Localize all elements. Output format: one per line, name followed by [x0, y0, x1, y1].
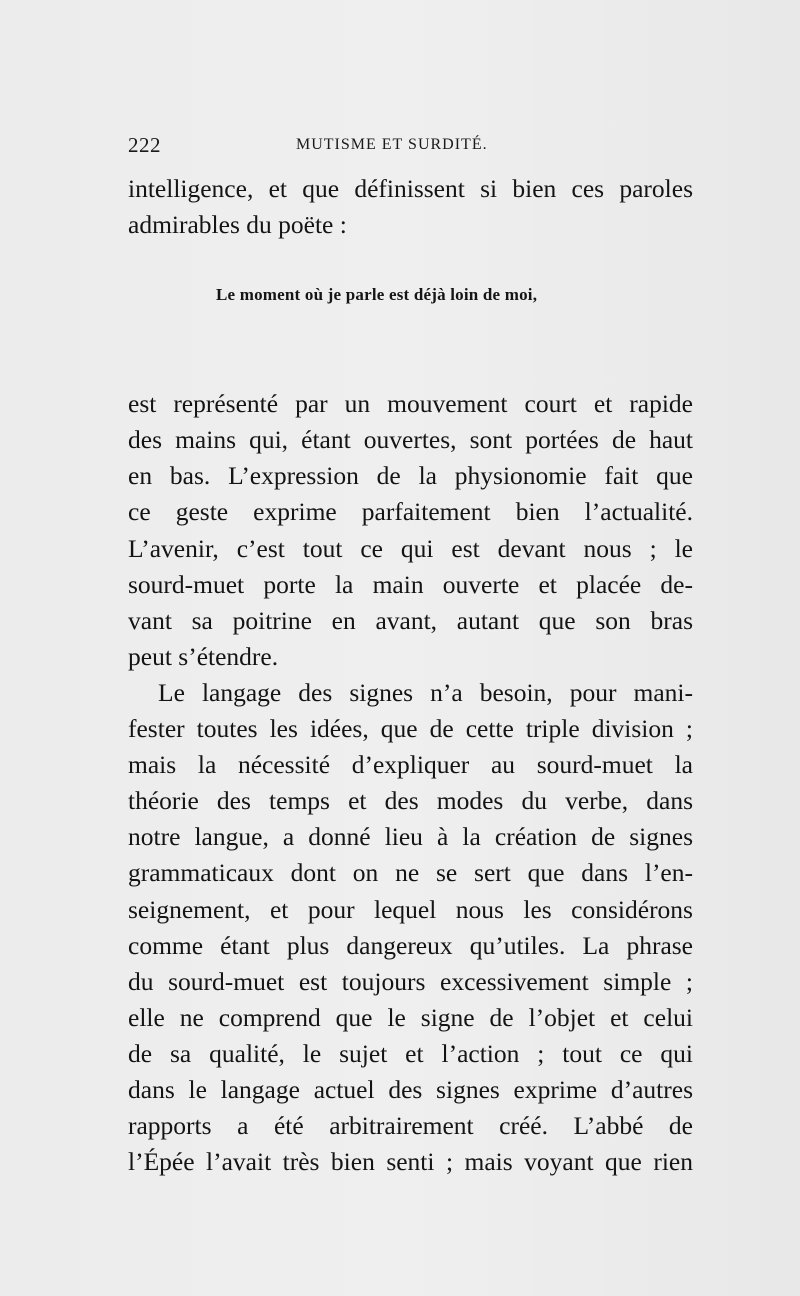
text-line: fester toutes les idées, que de cette triple division ;: [128, 714, 693, 744]
verse-quote: Le moment où je parle est déjà loin de moi,: [216, 285, 538, 305]
text-line: elle ne comprend que le signe de l’objet et celui: [128, 1002, 693, 1032]
text-line: de sa qualité, le sujet et l’action ; tout ce qui: [128, 1038, 693, 1068]
text-line: notre langue, a donné lieu à la création de signes: [128, 822, 693, 852]
text-line: ce geste exprime parfaitement bien l’actualité.: [128, 497, 693, 527]
page-header: [128, 133, 693, 157]
text-line: dans le langage actuel des signes exprime d’autres: [128, 1074, 693, 1104]
text-line: admirables du poëte :: [128, 210, 347, 240]
text-line: en bas. L’expression de la physionomie fait que: [128, 461, 693, 491]
page-body: [128, 171, 693, 1180]
text-line: mais la nécessité d’expliquer au sourd-muet la: [128, 750, 693, 780]
text-line: sourd-muet porte la main ouverte et placée de-: [128, 569, 693, 599]
text-line: peut s’étendre.: [128, 641, 279, 671]
text-line: est représenté par un mouvement court et rapide: [128, 389, 693, 419]
text-line: l’Épée l’avait très bien senti ; mais voyant que rien: [128, 1147, 693, 1177]
text-line: théorie des temps et des modes du verbe, dans: [128, 786, 693, 816]
text-line: des mains qui, étant ouvertes, sont portées de haut: [128, 425, 693, 455]
text-line: Le langage des signes n’a besoin, pour mani-: [158, 677, 693, 707]
page-number: 222: [128, 133, 161, 157]
text-line: vant sa poitrine en avant, autant que son bras: [128, 605, 693, 635]
text-line: du sourd-muet est toujours excessivement simple ;: [128, 966, 693, 996]
running-title: MUTISME ET SURDITÉ.: [296, 136, 488, 153]
verse-quote-block: [128, 243, 693, 386]
text-line: intelligence, et que définissent si bien ces paroles: [128, 174, 693, 203]
text-line: seignement, et pour lequel nous les considérons: [128, 894, 693, 924]
text-line: comme étant plus dangereux qu’utiles. La phrase: [128, 930, 693, 960]
text-line: grammaticaux dont on ne se sert que dans l’en-: [128, 858, 693, 888]
text-line: rapports a été arbitrairement créé. L’abbé de: [128, 1111, 693, 1141]
text-line: L’avenir, c’est tout ce qui est devant nous ; le: [128, 533, 693, 563]
